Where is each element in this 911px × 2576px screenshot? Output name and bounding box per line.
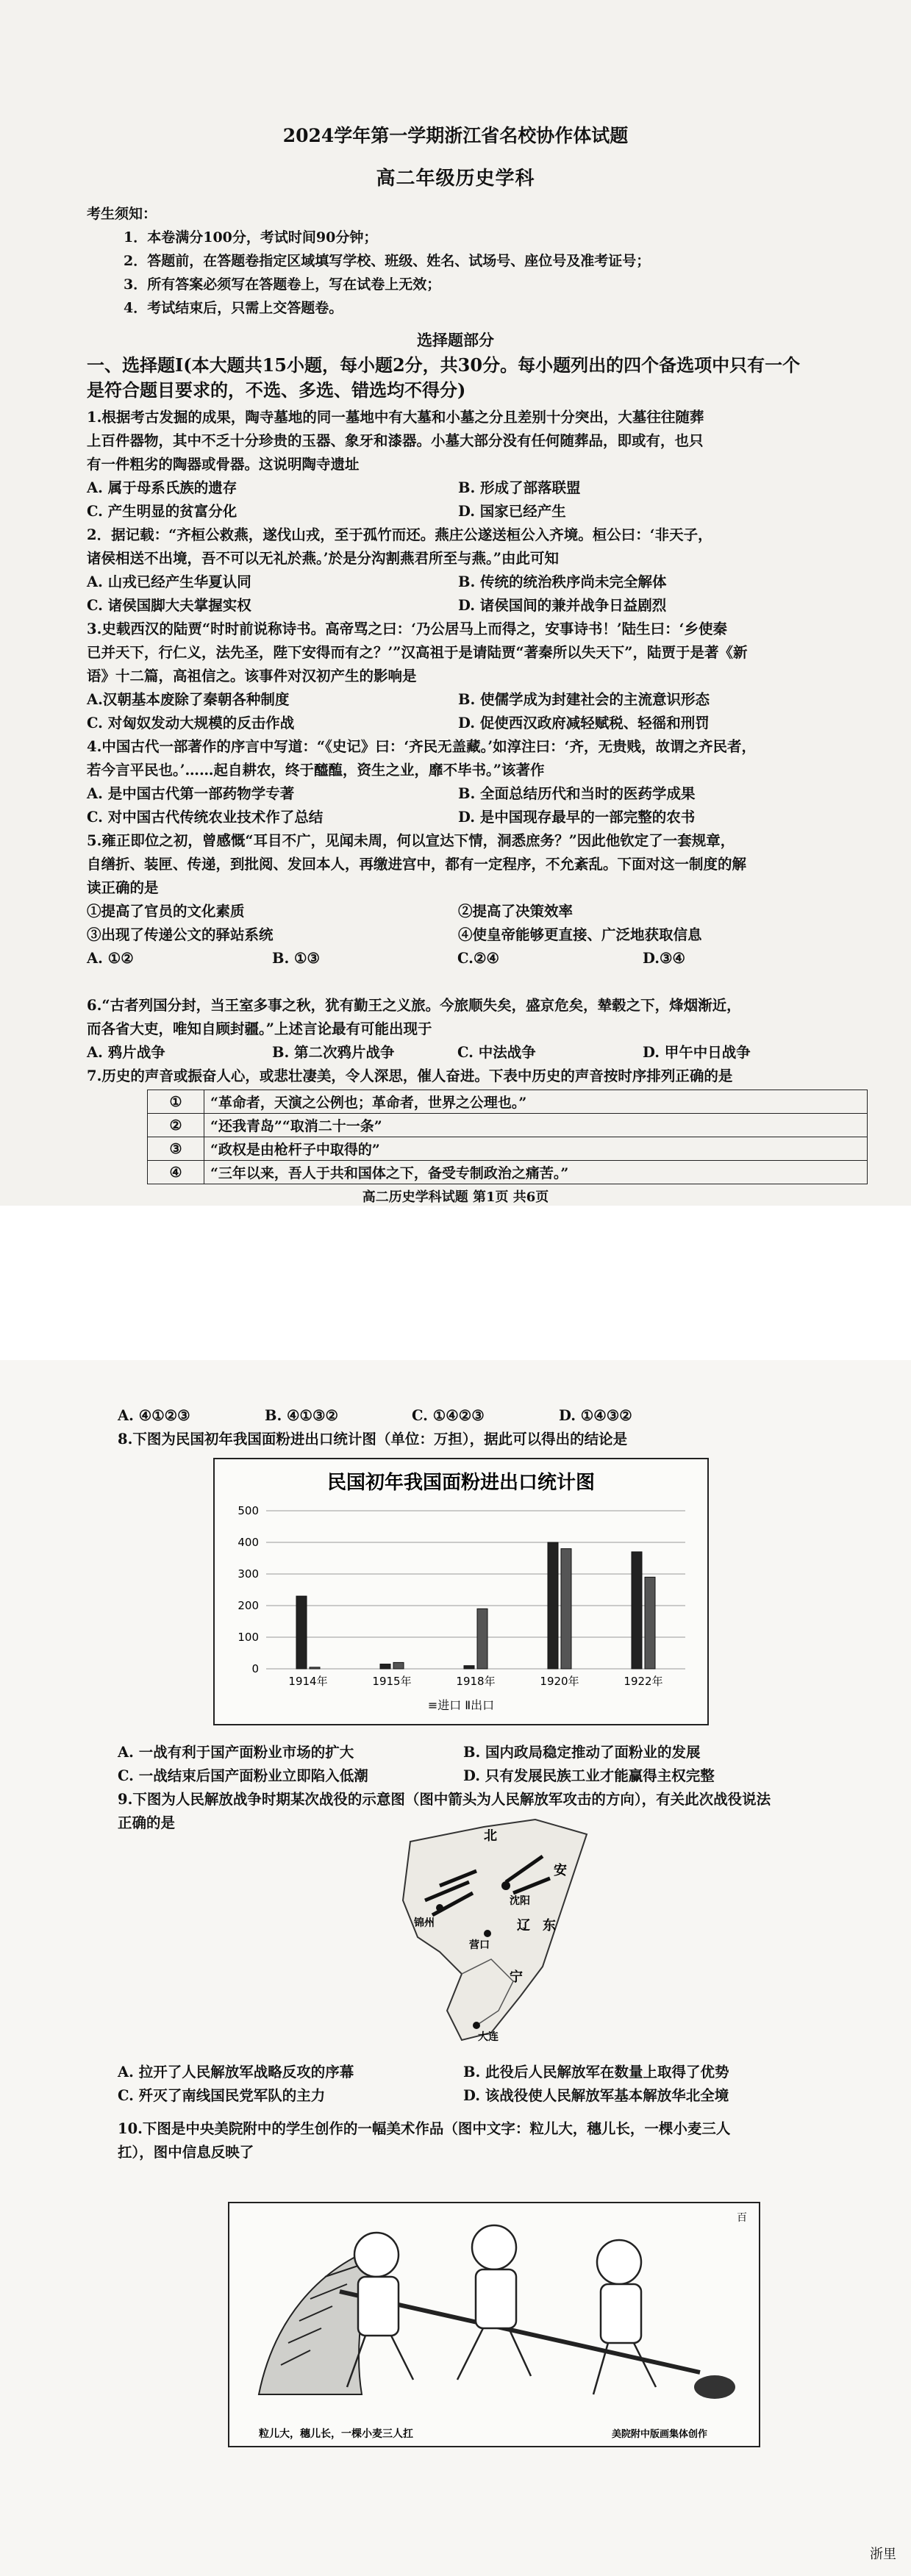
- map-label: 辽: [517, 1918, 530, 1933]
- chart-legend: ≡进口 Ⅱ出口: [427, 1698, 495, 1712]
- q2-option-a: A. 山戎已经产生华夏认同: [87, 573, 251, 590]
- child-head: [354, 2233, 399, 2277]
- q5-line: 自缮折、装匣、传递，到批阅、发回本人，再缴进宫中，都有一定程序，不允紊乱。下面对这一制度的解: [87, 856, 747, 873]
- bar-export: [310, 1667, 320, 1669]
- y-tick-label: 400: [237, 1536, 259, 1549]
- page-footer: 高二历史学科试题 第1页 共6页: [362, 1189, 549, 1205]
- q4-option-a: A. 是中国古代第一部药物学专著: [87, 785, 295, 802]
- table-cell-text: “还我青岛”“取消二十一条”: [204, 1114, 868, 1137]
- flour-import-export-chart: [213, 1458, 709, 1725]
- q1-option-b: B. 形成了部落联盟: [458, 479, 581, 496]
- q8-option-d: D. 只有发展民族工业才能赢得主权完整: [463, 1767, 715, 1784]
- question-1: [87, 406, 829, 523]
- y-tick-label: 500: [237, 1504, 259, 1517]
- q2-option-d: D. 诸侯国间的兼并战争日益剧烈: [458, 597, 667, 614]
- q3-line: 已并天下，行仁义，法先圣，陛下安得而有之？’”汉高祖于是请陆贾“著秦所以失天下”，陆贾于是著《新: [87, 644, 748, 661]
- x-tick-label: 1922年: [624, 1675, 663, 1688]
- q5-line: 读正确的是: [87, 879, 159, 896]
- q5-option-a: A. ①②: [87, 950, 134, 967]
- q2-line: 2．据记载：“齐桓公救燕，遂伐山戎，至于孤竹而还。燕庄公遂送桓公入齐境。桓公曰：‘非天子，: [87, 526, 712, 543]
- question-4: [87, 735, 829, 829]
- bar-import: [548, 1542, 558, 1669]
- q9-line: 9.下图为人民解放战争时期某次战役的示意图（图中箭头为人民解放军攻击的方向），有关此次战役说法: [118, 1791, 771, 1808]
- q4-line: 4.中国古代一部著作的序言中写道：“《史记》曰：‘齐民无盖藏。’如淳注曰：‘齐，无贵贱，故谓之齐民者，: [87, 738, 756, 755]
- x-tick-label: 1915年: [372, 1675, 412, 1688]
- notice-item: 2．答题前，在答题卷指定区域填写学校、班级、姓名、试场号、座位号及准考证号；: [124, 253, 651, 269]
- q7-option-d: D. ①④③②: [559, 1407, 632, 1424]
- q10-line: 10.下图是中央美院附中的学生创作的一幅美术作品（图中文字：粒儿大，穗儿长，一棵小麦三人: [118, 2120, 731, 2137]
- q9-option-d: D. 该战役使人民解放军基本解放华北全境: [463, 2087, 729, 2104]
- q3-line: 语》十二篇，高祖信之。该事件对汉初产生的影响是: [87, 668, 417, 684]
- q5-statement: ②提高了决策效率: [458, 903, 574, 920]
- city-marker: [484, 1930, 491, 1937]
- art-caption: 粒儿大，穗儿长，一棵小麦三人扛: [259, 2428, 413, 2440]
- art-credit: 美院附中版画集体创作: [612, 2429, 708, 2440]
- bar-import: [464, 1666, 474, 1669]
- map-label: 北: [484, 1828, 497, 1844]
- question-8: [118, 1428, 860, 1451]
- table-row: [148, 1161, 868, 1184]
- q7-option-a: A. ④①②③: [118, 1407, 190, 1424]
- notice-item: 3．所有答案必须写在答题卷上，写在试卷上无效；: [124, 276, 441, 293]
- bar-export: [477, 1609, 487, 1669]
- map-land: [403, 1820, 587, 2040]
- q3-option-d: D. 促使西汉政府减轻赋税、轻徭和刑罚: [458, 715, 710, 731]
- q3-option-a: A.汉朝基本废除了秦朝各种制度: [87, 691, 290, 708]
- map-label: 锦州: [414, 1917, 435, 1929]
- map-label: 沈阳: [510, 1895, 530, 1907]
- child-head: [472, 2225, 516, 2269]
- q2-option-b: B. 传统的统治秩序尚未完全解体: [458, 573, 667, 590]
- q6-option-b: B. 第二次鸦片战争: [272, 1044, 395, 1061]
- q1-line: 有一件粗劣的陶器或骨器。这说明陶寺遗址: [87, 456, 360, 473]
- question-7: [87, 1065, 829, 1088]
- mouse-figure: [694, 2375, 735, 2399]
- x-tick-label: 1920年: [540, 1675, 579, 1688]
- y-tick-label: 100: [237, 1631, 259, 1644]
- q9-option-c: C. 歼灭了南线国民党军队的主力: [118, 2087, 326, 2104]
- q6-option-c: C. 中法战争: [457, 1044, 536, 1061]
- city-marker: [473, 2022, 480, 2029]
- y-tick-label: 200: [237, 1599, 259, 1612]
- question-6: [87, 994, 829, 1065]
- table-cell-text: “三年以来，吾人于共和国体之下，备受专制政治之痛苦。”: [204, 1161, 868, 1184]
- q8-option-b: B. 国内政局稳定推动了面粉业的发展: [463, 1744, 701, 1761]
- q5-option-b: B. ①③: [272, 950, 321, 967]
- part1-line: 一、选择题Ⅰ(本大题共15小题，每小题2分，共30分。每小题列出的四个备选项中只有一个: [87, 354, 801, 376]
- bar-import: [632, 1552, 642, 1669]
- question-3: [87, 618, 829, 735]
- q5-option-c: C.②④: [457, 950, 499, 967]
- bar-import: [296, 1596, 307, 1669]
- q7-option-c: C. ①④②③: [412, 1407, 485, 1424]
- notice-item: 4．考试结束后，只需上交答题卷。: [124, 300, 343, 316]
- q7-options: [118, 1404, 860, 1428]
- child-body: [601, 2284, 641, 2343]
- q9-line: 正确的是: [118, 1814, 176, 1831]
- q9-options: [118, 2061, 860, 2108]
- q8-option-a: A. 一战有利于国产面粉业市场的扩大: [118, 1744, 354, 1761]
- section-title: 选择题部分: [417, 331, 494, 349]
- q6-line: 6.“古者列国分封，当王室多事之秋，犹有勤王之义旅。今旅顺失矣，盛京危矣，辇毂之下，烽烟渐近，: [87, 997, 741, 1014]
- table-cell-num: ②: [148, 1114, 204, 1137]
- q10-line: 扛），图中信息反映了: [118, 2144, 254, 2161]
- table-row: [148, 1114, 868, 1137]
- exam-subtitle: 高二年级历史学科: [376, 168, 535, 190]
- q2-option-c: C. 诸侯国脚大夫掌握实权: [87, 597, 251, 614]
- notice-heading: 考生须知：: [87, 206, 157, 222]
- q1-option-d: D. 国家已经产生: [458, 503, 566, 520]
- child-body: [476, 2269, 516, 2328]
- question-10: [118, 2117, 860, 2164]
- q8-line: 8.下图为民国初年我国面粉进出口统计图（单位：万担），据此可以得出的结论是: [118, 1431, 628, 1448]
- q1-option-c: C. 产生明显的贫富分化: [87, 503, 237, 520]
- section-instructions: [87, 353, 829, 403]
- city-marker: [501, 1881, 510, 1890]
- corner-label: 浙里: [870, 2547, 896, 2562]
- notice-block: [87, 202, 829, 320]
- part1-line: 是符合题目要求的，不选、多选、错选均不得分): [87, 379, 466, 401]
- student-artwork: [228, 2202, 760, 2447]
- bar-import: [380, 1664, 390, 1669]
- map-label: 东: [543, 1918, 556, 1933]
- table-cell-num: ①: [148, 1090, 204, 1114]
- chart-title: 民国初年我国面粉进出口统计图: [326, 1472, 596, 1494]
- chart-bars: [288, 1542, 662, 1688]
- child-body: [358, 2277, 399, 2336]
- question-2: [87, 523, 829, 618]
- q7-line: 7.历史的声音或振奋人心，或悲壮凄美，令人深思，催人奋进。下表中历史的声音按时序排列正确的是: [87, 1067, 733, 1084]
- q5-statement: ①提高了官员的文化素质: [87, 903, 245, 920]
- q5-line: 5.雍正即位之初，曾感慨“耳目不广，见闻未周，何以宣达下情，洞悉庶务？”因此他钦定了一套规章，: [87, 832, 735, 849]
- liaoshen-campaign-map: [396, 1812, 616, 2047]
- q5-statement: ③出现了传递公文的驿站系统: [87, 926, 274, 943]
- q6-option-d: D. 甲午中日战争: [643, 1044, 751, 1061]
- q9-option-b: B. 此役后人民解放军在数量上取得了优势: [463, 2064, 729, 2081]
- exam-title: 2024学年第一学期浙江省名校协作体试题: [282, 125, 629, 146]
- x-tick-label: 1914年: [288, 1675, 328, 1688]
- q7-option-b: B. ④①③②: [265, 1407, 338, 1424]
- map-label: 大连: [478, 2031, 499, 2043]
- q1-option-a: A. 属于母系氏族的遗存: [87, 479, 237, 496]
- map-label: 宁: [510, 1969, 523, 1985]
- table-row: [148, 1090, 868, 1114]
- q8-option-c: C. 一战结束后国产面粉业立即陷入低潮: [118, 1767, 368, 1784]
- q6-option-a: A. 鸦片战争: [87, 1044, 165, 1061]
- q4-line: 若今言平民也。’……起自耕农，终于醯醢，资生之业，靡不毕书。”该著作: [87, 762, 545, 779]
- notice-item: 1．本卷满分100分，考试时间90分钟；: [124, 229, 378, 246]
- table-cell-num: ④: [148, 1161, 204, 1184]
- child-head: [597, 2240, 641, 2284]
- map-label: 营口: [469, 1939, 490, 1951]
- q1-line: 1.根据考古发掘的成果，陶寺墓地的同一墓地中有大墓和小墓之分且差别十分突出，大墓往往随葬: [87, 409, 704, 426]
- art-corner-mark: 百: [737, 2212, 747, 2224]
- q3-option-c: C. 对匈奴发动大规模的反击作战: [87, 715, 295, 731]
- q1-line: 上百件器物，其中不乏十分珍贵的玉器、象牙和漆器。小墓大部分没有任何随葬品，即或有，也只: [87, 432, 704, 449]
- q2-line: 诸侯相送不出境，吾不可以无礼於燕。’於是分沟割燕君所至与燕。”由此可知: [87, 550, 560, 567]
- x-tick-label: 1918年: [456, 1675, 496, 1688]
- y-tick-label: 0: [251, 1662, 259, 1675]
- q5-option-d: D.③④: [643, 950, 685, 967]
- q7-table: [147, 1090, 868, 1184]
- bar-export: [645, 1577, 655, 1669]
- bar-export: [561, 1549, 571, 1669]
- exam-page-1: [0, 0, 911, 1206]
- question-5: [87, 829, 829, 970]
- q3-line: 3.史载西汉的陆贾“时时前说称诗书。高帝骂之曰：‘乃公居马上而得之，安事诗书！’陆生曰：‘乡使秦: [87, 620, 727, 637]
- table-cell-num: ③: [148, 1137, 204, 1161]
- q8-options: [118, 1741, 860, 1788]
- table-cell-text: “革命者，天演之公例也；革命者，世界之公理也。”: [204, 1090, 868, 1114]
- city-marker: [436, 1904, 443, 1911]
- y-tick-label: 300: [237, 1567, 259, 1581]
- q9-option-a: A. 拉开了人民解放军战略反攻的序幕: [118, 2064, 354, 2081]
- table-cell-text: “政权是由枪杆子中取得的”: [204, 1137, 868, 1161]
- q4-option-d: D. 是中国现存最早的一部完整的农书: [458, 809, 696, 826]
- q5-statement: ④使皇帝能够更直接、广泛地获取信息: [458, 926, 702, 943]
- q4-option-b: B. 全面总结历代和当时的医药学成果: [458, 785, 696, 802]
- table-row: [148, 1137, 868, 1161]
- q4-option-c: C. 对中国古代传统农业技术作了总结: [87, 809, 324, 826]
- q3-option-b: B. 使儒学成为封建社会的主流意识形态: [458, 691, 710, 708]
- map-label: 安: [554, 1863, 567, 1878]
- bar-export: [393, 1662, 404, 1669]
- q6-line: 而各省大吏，唯知自顾封疆。”上述言论最有可能出现于: [87, 1020, 432, 1037]
